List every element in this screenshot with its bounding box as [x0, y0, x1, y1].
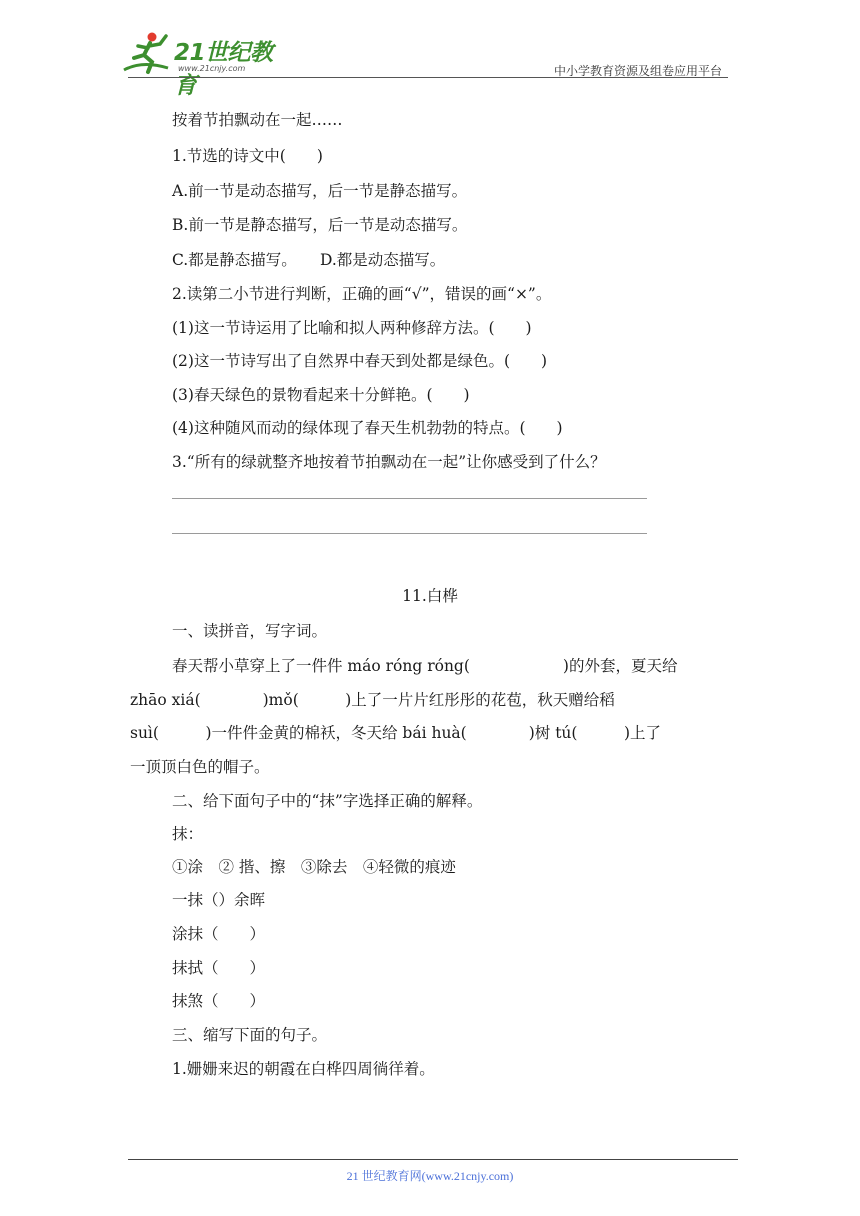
section-2-heading: 二、给下面句子中的“抹”字选择正确的解释。: [172, 792, 483, 810]
page-header: [0, 0, 860, 99]
word-item: 一抹（）余晖: [172, 891, 266, 909]
answer-line[interactable]: [172, 498, 647, 499]
character-label: 抹：: [172, 825, 204, 843]
footer-divider: [128, 1159, 738, 1160]
question-3: 3.“所有的绿就整齐地按着节拍飘动在一起”让你感受到了什么？: [172, 453, 606, 471]
logo-url: www.21cnjy.com: [178, 64, 246, 73]
site-logo[interactable]: [122, 30, 292, 99]
question-1: 1.节选的诗文中( ): [172, 147, 323, 165]
options-c-d: C.都是静态描写。 D.都是动态描写。: [172, 251, 446, 269]
poem-last-line: 按着节拍飘动在一起……: [172, 111, 343, 129]
pinyin-paragraph-line: zhāo xiá( )mǒ( )上了一片片红彤彤的花苞，秋天赠给稻: [130, 691, 615, 709]
option-a: A.前一节是动态描写，后一节是静态描写。: [172, 182, 468, 200]
condense-sentence-1: 1.姗姗来迟的朝霞在白桦四周徜徉着。: [172, 1060, 435, 1078]
logo-text: 21世纪教育: [174, 40, 273, 99]
judge-item-4: (4)这种随风而动的绿体现了春天生机勃勃的特点。( ): [172, 419, 563, 437]
word-item: 涂抹（ ）: [172, 925, 266, 943]
judge-item-3: (3)春天绿色的景物看起来十分鲜艳。( ): [172, 386, 470, 404]
meaning-options: ①涂 ② 揩、擦 ③除去 ④轻微的痕迹: [172, 858, 456, 876]
footer-link[interactable]: 21 世纪教育网(www.21cnjy.com): [346, 1169, 514, 1183]
pinyin-paragraph-line: 一顶顶白色的帽子。: [130, 758, 270, 776]
word-item: 抹煞（ ）: [172, 992, 266, 1010]
pinyin-paragraph-line: 春天帮小草穿上了一件件 máo róng róng( )的外套，夏天给: [172, 657, 678, 675]
header-divider: [128, 77, 728, 78]
lesson-title: 11.白桦: [402, 587, 458, 605]
question-2: 2.读第二小节进行判断，正确的画“√”，错误的画“×”。: [172, 285, 552, 303]
judge-item-2: (2)这一节诗写出了自然界中春天到处都是绿色。( ): [172, 352, 548, 370]
word-item: 抹拭（ ）: [172, 959, 266, 977]
option-b: B.前一节是静态描写，后一节是动态描写。: [172, 216, 468, 234]
section-1-heading: 一、读拼音，写字词。: [172, 622, 328, 640]
section-3-heading: 三、缩写下面的句子。: [172, 1026, 328, 1044]
answer-line[interactable]: [172, 533, 647, 534]
header-tagline: 中小学教育资源及组卷应用平台: [553, 64, 722, 78]
runner-logo-icon: [122, 30, 182, 76]
judge-item-1: (1)这一节诗运用了比喻和拟人两种修辞方法。( ): [172, 319, 532, 337]
pinyin-paragraph-line: suì( )一件件金黄的棉袄，冬天给 bái huà( )树 tú( )上了: [130, 724, 661, 742]
